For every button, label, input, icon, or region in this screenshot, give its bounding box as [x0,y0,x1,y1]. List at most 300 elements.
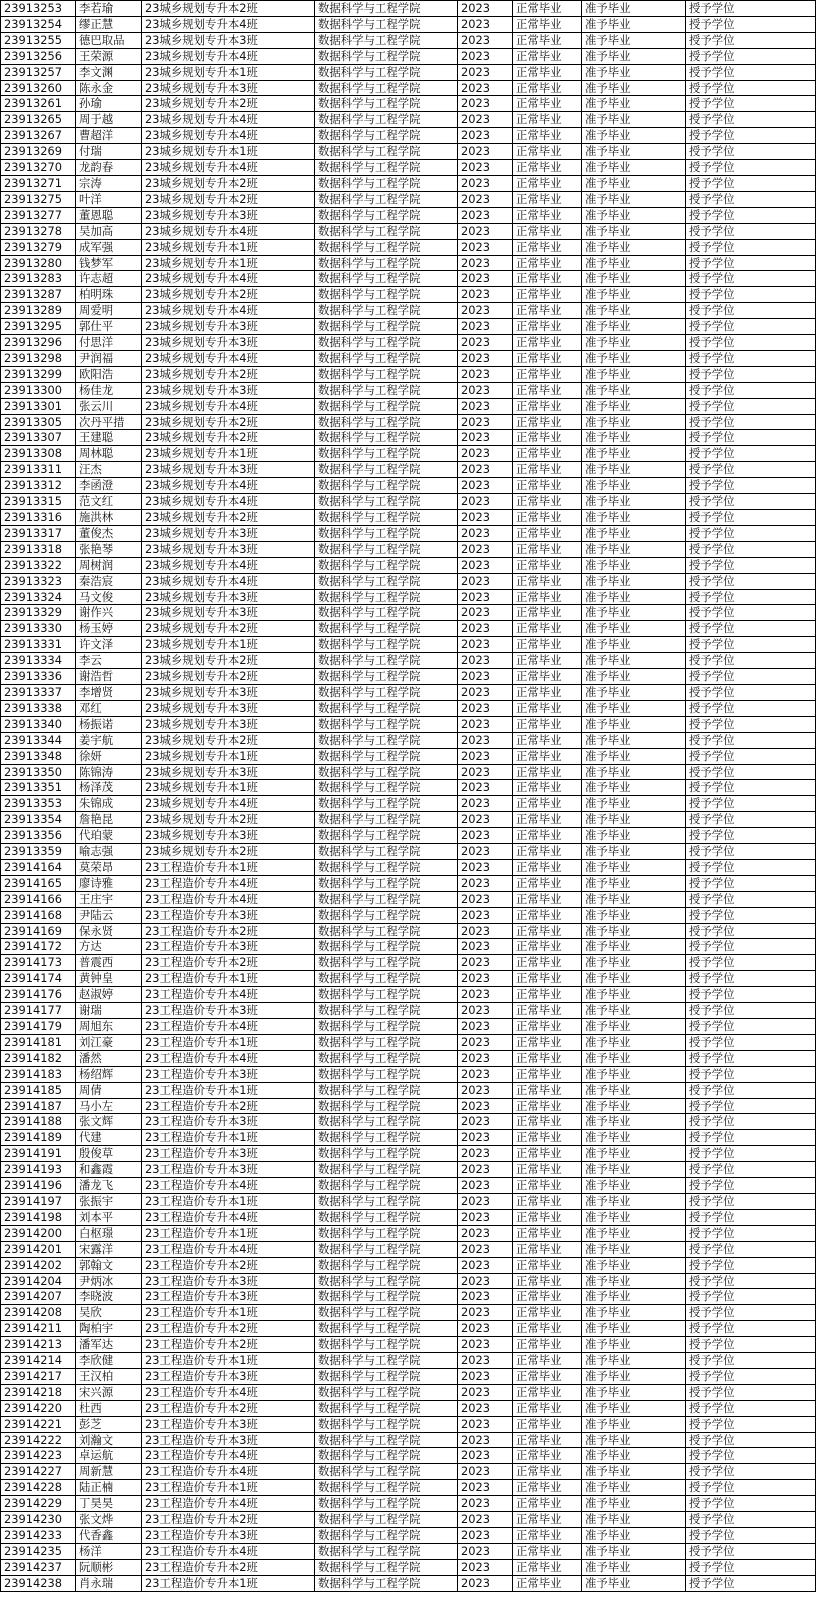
table-row [1,48,816,64]
degree-result-cell: 授予学位 [686,239,816,255]
graduation-result-cell: 准予毕业 [582,510,686,526]
graduation-result-cell: 准予毕业 [582,891,686,907]
college-cell: 数据科学与工程学院 [315,96,458,112]
table-row [1,844,816,860]
class-cell: 23工程造价专升本1班 [142,1034,315,1050]
class-cell: 23工程造价专升本2班 [142,1512,315,1528]
student-id-cell: 23913317 [1,525,76,541]
student-name-cell: 谢瑞 [76,1003,142,1019]
class-cell: 23工程造价专升本1班 [142,1082,315,1098]
status-cell: 正常毕业 [513,16,582,32]
student-name-cell: 张振宇 [76,1193,142,1209]
graduation-result-cell: 准予毕业 [582,255,686,271]
degree-result-cell: 授予学位 [686,557,816,573]
graduation-result-cell: 准予毕业 [582,1496,686,1512]
year-cell: 2023 [458,1003,513,1019]
college-cell: 数据科学与工程学院 [315,494,458,510]
student-id-cell: 23914230 [1,1512,76,1528]
degree-result-cell: 授予学位 [686,796,816,812]
year-cell: 2023 [458,398,513,414]
year-cell: 2023 [458,350,513,366]
year-cell: 2023 [458,828,513,844]
table-row [1,1464,816,1480]
student-name-cell: 汪杰 [76,462,142,478]
status-cell: 正常毕业 [513,844,582,860]
college-cell: 数据科学与工程学院 [315,637,458,653]
college-cell: 数据科学与工程学院 [315,573,458,589]
table-row [1,64,816,80]
student-id-cell: 23913261 [1,96,76,112]
class-cell: 23工程造价专升本4班 [142,1050,315,1066]
status-cell: 正常毕业 [513,1114,582,1130]
table-row [1,1512,816,1528]
table-row [1,653,816,669]
student-name-cell: 黄钟皇 [76,971,142,987]
college-cell: 数据科学与工程学院 [315,859,458,875]
class-cell: 23城乡规划专升本4班 [142,16,315,32]
graduation-result-cell: 准予毕业 [582,1512,686,1528]
college-cell: 数据科学与工程学院 [315,430,458,446]
status-cell: 正常毕业 [513,780,582,796]
student-id-cell: 23913307 [1,430,76,446]
class-cell: 23工程造价专升本1班 [142,971,315,987]
status-cell: 正常毕业 [513,1193,582,1209]
table-row [1,1162,816,1178]
table-row [1,271,816,287]
student-name-cell: 李若瑜 [76,1,142,17]
table-row [1,191,816,207]
status-cell: 正常毕业 [513,1162,582,1178]
year-cell: 2023 [458,637,513,653]
student-id-cell: 23913277 [1,207,76,223]
table-row [1,748,816,764]
graduation-result-cell: 准予毕业 [582,700,686,716]
graduation-result-cell: 准予毕业 [582,350,686,366]
year-cell: 2023 [458,1034,513,1050]
college-cell: 数据科学与工程学院 [315,255,458,271]
student-id-cell: 23913354 [1,812,76,828]
student-name-cell: 王建聪 [76,430,142,446]
student-id-cell: 23914207 [1,1289,76,1305]
year-cell: 2023 [458,382,513,398]
student-name-cell: 杨洋 [76,1543,142,1559]
college-cell: 数据科学与工程学院 [315,716,458,732]
class-cell: 23城乡规划专升本4班 [142,557,315,573]
status-cell: 正常毕业 [513,287,582,303]
student-name-cell: 廖诗雅 [76,875,142,891]
class-cell: 23城乡规划专升本3班 [142,382,315,398]
status-cell: 正常毕业 [513,1543,582,1559]
status-cell: 正常毕业 [513,748,582,764]
student-id-cell: 23913316 [1,510,76,526]
class-cell: 23工程造价专升本1班 [142,1353,315,1369]
college-cell: 数据科学与工程学院 [315,891,458,907]
graduation-result-cell: 准予毕业 [582,732,686,748]
college-cell: 数据科学与工程学院 [315,844,458,860]
year-cell: 2023 [458,525,513,541]
degree-result-cell: 授予学位 [686,1273,816,1289]
student-name-cell: 李增贤 [76,684,142,700]
degree-result-cell: 授予学位 [686,414,816,430]
college-cell: 数据科学与工程学院 [315,398,458,414]
college-cell: 数据科学与工程学院 [315,1114,458,1130]
table-row [1,971,816,987]
degree-result-cell: 授予学位 [686,971,816,987]
graduation-result-cell: 准予毕业 [582,1368,686,1384]
status-cell: 正常毕业 [513,239,582,255]
table-row [1,1209,816,1225]
college-cell: 数据科学与工程学院 [315,812,458,828]
degree-result-cell: 授予学位 [686,525,816,541]
year-cell: 2023 [458,589,513,605]
student-name-cell: 李晓波 [76,1289,142,1305]
table-row [1,1193,816,1209]
table-row [1,32,816,48]
class-cell: 23城乡规划专升本2班 [142,621,315,637]
student-id-cell: 23913330 [1,621,76,637]
degree-result-cell: 授予学位 [686,1432,816,1448]
year-cell: 2023 [458,80,513,96]
class-cell: 23城乡规划专升本2班 [142,812,315,828]
graduation-result-cell: 准予毕业 [582,1448,686,1464]
degree-result-cell: 授予学位 [686,128,816,144]
degree-result-cell: 授予学位 [686,32,816,48]
college-cell: 数据科学与工程学院 [315,382,458,398]
year-cell: 2023 [458,128,513,144]
student-name-cell: 杨振诺 [76,716,142,732]
student-name-cell: 肖永瑞 [76,1575,142,1591]
graduation-result-cell: 准予毕业 [582,1098,686,1114]
college-cell: 数据科学与工程学院 [315,1209,458,1225]
status-cell: 正常毕业 [513,875,582,891]
college-cell: 数据科学与工程学院 [315,541,458,557]
year-cell: 2023 [458,1162,513,1178]
degree-result-cell: 授予学位 [686,16,816,32]
student-id-cell: 23913322 [1,557,76,573]
graduation-result-cell: 准予毕业 [582,1034,686,1050]
student-name-cell: 马文俊 [76,589,142,605]
status-cell: 正常毕业 [513,987,582,1003]
table-row [1,335,816,351]
graduation-result-cell: 准予毕业 [582,525,686,541]
student-id-cell: 23914191 [1,1146,76,1162]
table-row [1,700,816,716]
class-cell: 23工程造价专升本2班 [142,1337,315,1353]
class-cell: 23城乡规划专升本4班 [142,223,315,239]
table-row [1,764,816,780]
student-name-cell: 周树润 [76,557,142,573]
year-cell: 2023 [458,748,513,764]
degree-result-cell: 授予学位 [686,48,816,64]
student-name-cell: 代香鑫 [76,1528,142,1544]
year-cell: 2023 [458,223,513,239]
status-cell: 正常毕业 [513,1416,582,1432]
graduation-result-cell: 准予毕业 [582,1321,686,1337]
class-cell: 23工程造价专升本3班 [142,1416,315,1432]
table-row [1,494,816,510]
graduation-result-cell: 准予毕业 [582,1432,686,1448]
student-id-cell: 23914235 [1,1543,76,1559]
status-cell: 正常毕业 [513,573,582,589]
class-cell: 23城乡规划专升本3班 [142,462,315,478]
student-id-cell: 23914223 [1,1448,76,1464]
degree-result-cell: 授予学位 [686,1082,816,1098]
student-name-cell: 陈永金 [76,80,142,96]
student-name-cell: 张文辉 [76,1114,142,1130]
class-cell: 23工程造价专升本4班 [142,1543,315,1559]
year-cell: 2023 [458,732,513,748]
class-cell: 23工程造价专升本2班 [142,955,315,971]
class-cell: 23城乡规划专升本4班 [142,398,315,414]
status-cell: 正常毕业 [513,319,582,335]
graduation-result-cell: 准予毕业 [582,1337,686,1353]
table-row [1,112,816,128]
table-row [1,1130,816,1146]
graduation-result-cell: 准予毕业 [582,557,686,573]
student-id-cell: 23913283 [1,271,76,287]
graduation-result-cell: 准予毕业 [582,1162,686,1178]
student-name-cell: 刘本平 [76,1209,142,1225]
student-name-cell: 郭仕平 [76,319,142,335]
student-name-cell: 董恩聪 [76,207,142,223]
degree-result-cell: 授予学位 [686,446,816,462]
student-id-cell: 23914169 [1,923,76,939]
student-name-cell: 许文泽 [76,637,142,653]
class-cell: 23城乡规划专升本3班 [142,605,315,621]
degree-result-cell: 授予学位 [686,510,816,526]
graduation-result-cell: 准予毕业 [582,1480,686,1496]
degree-result-cell: 授予学位 [686,1384,816,1400]
class-cell: 23工程造价专升本2班 [142,1559,315,1575]
status-cell: 正常毕业 [513,955,582,971]
student-name-cell: 德巴取品 [76,32,142,48]
class-cell: 23城乡规划专升本2班 [142,414,315,430]
student-name-cell: 徐妍 [76,748,142,764]
student-name-cell: 代珀蒙 [76,828,142,844]
status-cell: 正常毕业 [513,191,582,207]
student-id-cell: 23914237 [1,1559,76,1575]
student-id-cell: 23913356 [1,828,76,844]
table-row [1,1480,816,1496]
college-cell: 数据科学与工程学院 [315,955,458,971]
graduation-result-cell: 准予毕业 [582,955,686,971]
degree-result-cell: 授予学位 [686,621,816,637]
status-cell: 正常毕业 [513,80,582,96]
graduation-result-cell: 准予毕业 [582,684,686,700]
student-id-cell: 23913331 [1,637,76,653]
status-cell: 正常毕业 [513,1448,582,1464]
graduation-result-cell: 准予毕业 [582,382,686,398]
class-cell: 23工程造价专升本4班 [142,1241,315,1257]
college-cell: 数据科学与工程学院 [315,780,458,796]
degree-result-cell: 授予学位 [686,144,816,160]
student-id-cell: 23913257 [1,64,76,80]
status-cell: 正常毕业 [513,764,582,780]
student-id-cell: 23913350 [1,764,76,780]
graduation-result-cell: 准予毕业 [582,844,686,860]
class-cell: 23城乡规划专升本1班 [142,239,315,255]
degree-result-cell: 授予学位 [686,828,816,844]
status-cell: 正常毕业 [513,510,582,526]
college-cell: 数据科学与工程学院 [315,1193,458,1209]
student-id-cell: 23913323 [1,573,76,589]
college-cell: 数据科学与工程学院 [315,1321,458,1337]
year-cell: 2023 [458,64,513,80]
degree-result-cell: 授予学位 [686,350,816,366]
year-cell: 2023 [458,1,513,17]
degree-result-cell: 授予学位 [686,1559,816,1575]
degree-result-cell: 授予学位 [686,207,816,223]
degree-result-cell: 授予学位 [686,716,816,732]
status-cell: 正常毕业 [513,223,582,239]
student-id-cell: 23913267 [1,128,76,144]
class-cell: 23城乡规划专升本2班 [142,510,315,526]
class-cell: 23工程造价专升本4班 [142,1019,315,1035]
status-cell: 正常毕业 [513,605,582,621]
graduation-result-cell: 准予毕业 [582,812,686,828]
year-cell: 2023 [458,1432,513,1448]
student-name-cell: 陈锦涛 [76,764,142,780]
student-name-cell: 宋露洋 [76,1241,142,1257]
status-cell: 正常毕业 [513,96,582,112]
status-cell: 正常毕业 [513,1257,582,1273]
year-cell: 2023 [458,605,513,621]
year-cell: 2023 [458,1241,513,1257]
table-row [1,1384,816,1400]
class-cell: 23城乡规划专升本2班 [142,430,315,446]
student-name-cell: 叶洋 [76,191,142,207]
table-row [1,255,816,271]
student-id-cell: 23913256 [1,48,76,64]
graduation-result-cell: 准予毕业 [582,287,686,303]
table-row [1,923,816,939]
graduation-result-cell: 准予毕业 [582,653,686,669]
degree-result-cell: 授予学位 [686,764,816,780]
status-cell: 正常毕业 [513,1003,582,1019]
degree-result-cell: 授予学位 [686,382,816,398]
student-id-cell: 23914208 [1,1305,76,1321]
student-name-cell: 杨泽茂 [76,780,142,796]
degree-result-cell: 授予学位 [686,1575,816,1591]
graduation-result-cell: 准予毕业 [582,335,686,351]
table-row [1,1400,816,1416]
degree-result-cell: 授予学位 [686,1019,816,1035]
year-cell: 2023 [458,907,513,923]
student-id-cell: 23914177 [1,1003,76,1019]
graduation-result-cell: 准予毕业 [582,1273,686,1289]
graduation-result-cell: 准予毕业 [582,1066,686,1082]
degree-result-cell: 授予学位 [686,939,816,955]
table-row [1,684,816,700]
degree-result-cell: 授予学位 [686,1496,816,1512]
college-cell: 数据科学与工程学院 [315,64,458,80]
college-cell: 数据科学与工程学院 [315,764,458,780]
degree-result-cell: 授予学位 [686,1146,816,1162]
student-id-cell: 23914168 [1,907,76,923]
table-row [1,1,816,17]
status-cell: 正常毕业 [513,144,582,160]
status-cell: 正常毕业 [513,398,582,414]
year-cell: 2023 [458,1400,513,1416]
table-row [1,207,816,223]
college-cell: 数据科学与工程学院 [315,366,458,382]
status-cell: 正常毕业 [513,1050,582,1066]
college-cell: 数据科学与工程学院 [315,1146,458,1162]
table-row [1,859,816,875]
college-cell: 数据科学与工程学院 [315,223,458,239]
student-name-cell: 李云 [76,653,142,669]
degree-result-cell: 授予学位 [686,1209,816,1225]
college-cell: 数据科学与工程学院 [315,303,458,319]
year-cell: 2023 [458,987,513,1003]
student-name-cell: 谢作兴 [76,605,142,621]
college-cell: 数据科学与工程学院 [315,1162,458,1178]
student-name-cell: 周新慧 [76,1464,142,1480]
graduation-result-cell: 准予毕业 [582,1575,686,1591]
year-cell: 2023 [458,1193,513,1209]
status-cell: 正常毕业 [513,1034,582,1050]
year-cell: 2023 [458,462,513,478]
student-name-cell: 许志超 [76,271,142,287]
graduation-result-cell: 准予毕业 [582,1528,686,1544]
student-id-cell: 23914220 [1,1400,76,1416]
degree-result-cell: 授予学位 [686,1321,816,1337]
student-id-cell: 23914222 [1,1432,76,1448]
table-row [1,828,816,844]
table-row [1,239,816,255]
class-cell: 23城乡规划专升本3班 [142,700,315,716]
year-cell: 2023 [458,1082,513,1098]
class-cell: 23城乡规划专升本3班 [142,525,315,541]
class-cell: 23工程造价专升本1班 [142,1193,315,1209]
degree-result-cell: 授予学位 [686,1400,816,1416]
year-cell: 2023 [458,175,513,191]
college-cell: 数据科学与工程学院 [315,80,458,96]
class-cell: 23工程造价专升本4班 [142,1496,315,1512]
student-id-cell: 23913312 [1,478,76,494]
student-name-cell: 周倩 [76,1082,142,1098]
student-name-cell: 缪正慧 [76,16,142,32]
status-cell: 正常毕业 [513,923,582,939]
year-cell: 2023 [458,191,513,207]
college-cell: 数据科学与工程学院 [315,462,458,478]
student-name-cell: 代建 [76,1130,142,1146]
year-cell: 2023 [458,1496,513,1512]
graduation-result-cell: 准予毕业 [582,764,686,780]
degree-result-cell: 授予学位 [686,160,816,176]
class-cell: 23工程造价专升本3班 [142,1003,315,1019]
year-cell: 2023 [458,955,513,971]
table-row [1,1321,816,1337]
degree-result-cell: 授予学位 [686,1512,816,1528]
year-cell: 2023 [458,414,513,430]
table-row [1,907,816,923]
class-cell: 23城乡规划专升本3班 [142,207,315,223]
table-row [1,669,816,685]
class-cell: 23城乡规划专升本4班 [142,271,315,287]
student-id-cell: 23914198 [1,1209,76,1225]
college-cell: 数据科学与工程学院 [315,1050,458,1066]
graduation-result-cell: 准予毕业 [582,96,686,112]
degree-result-cell: 授予学位 [686,844,816,860]
student-id-cell: 23914183 [1,1066,76,1082]
degree-result-cell: 授予学位 [686,541,816,557]
table-row [1,875,816,891]
student-id-cell: 23913329 [1,605,76,621]
college-cell: 数据科学与工程学院 [315,128,458,144]
year-cell: 2023 [458,653,513,669]
degree-result-cell: 授予学位 [686,112,816,128]
